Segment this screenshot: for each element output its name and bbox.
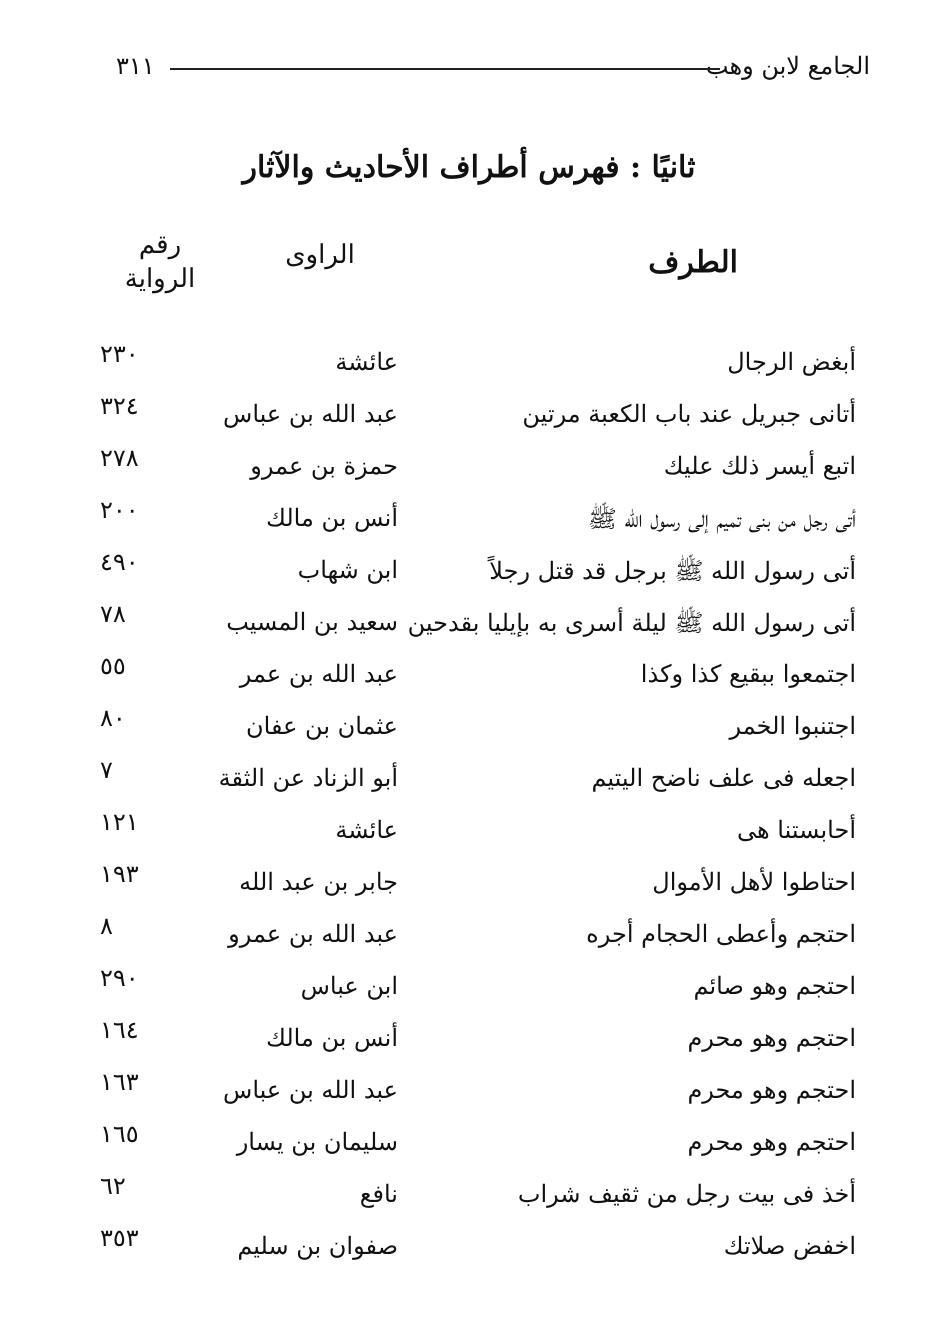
column-header-raqm-line2: الرواية — [124, 264, 196, 294]
rawi-cell: عبد الله بن عباس — [223, 1076, 398, 1104]
rawi-cell: صفوان بن سليم — [237, 1232, 398, 1260]
rawi-cell: عبد الله بن عمر — [239, 660, 398, 688]
tarf-cell: اجتنبوا الخمر — [729, 712, 856, 740]
column-header-rawi: الراوى — [285, 240, 355, 270]
table-row — [0, 1016, 938, 1068]
number-cell: ٨٠ — [100, 704, 126, 732]
rawi-cell: عائشة — [335, 348, 398, 376]
number-cell: ٣٢٤ — [100, 392, 139, 420]
tarf-cell: اجتمعوا ببقيع كذا وكذا — [640, 660, 856, 688]
table-row — [0, 340, 938, 392]
rawi-cell: جابر بن عبد الله — [239, 868, 398, 896]
table-row — [0, 600, 938, 652]
number-cell: ٦٢ — [100, 1172, 126, 1200]
number-cell: ٢٩٠ — [100, 964, 139, 992]
rawi-cell: عبد الله بن عباس — [223, 400, 398, 428]
tarf-cell: احتجم وهو محرم — [687, 1024, 856, 1052]
table-row — [0, 1120, 938, 1172]
number-cell: ٢٧٨ — [100, 444, 139, 472]
tarf-cell: احتجم وهو محرم — [687, 1128, 856, 1156]
column-header-tarf: الطرف — [648, 245, 738, 280]
table-row — [0, 860, 938, 912]
rawi-cell: أبو الزناد عن الثقة — [218, 764, 398, 792]
table-row — [0, 704, 938, 756]
tarf-cell: أتى رسول الله ﷺ برجل قد قتل رجلاً — [489, 557, 856, 585]
number-cell: ٢٣٠ — [100, 340, 139, 368]
number-cell: ٨ — [100, 912, 113, 940]
tarf-cell: اجعله فى علف ناضح اليتيم — [591, 764, 856, 792]
table-row — [0, 964, 938, 1016]
table-row — [0, 496, 938, 548]
table-row — [0, 808, 938, 860]
rawi-cell: عائشة — [335, 816, 398, 844]
number-cell: ٥٥ — [100, 652, 126, 680]
table-row — [0, 652, 938, 704]
tarf-cell: أحابستنا هى — [737, 816, 856, 844]
tarf-cell: احتجم وهو صائم — [693, 972, 856, 1000]
rawi-cell: سليمان بن يسار — [236, 1128, 398, 1156]
column-header-raqm-line1: رقم — [138, 230, 182, 260]
table-row — [0, 912, 938, 964]
number-cell: ١٦٥ — [100, 1120, 139, 1148]
tarf-cell: أخذ فى بيت رجل من ثقيف شراب — [517, 1180, 856, 1208]
number-cell: ١٢١ — [100, 808, 139, 836]
number-cell: ٧ — [100, 756, 113, 784]
header-rule — [170, 68, 720, 70]
rawi-cell: عبد الله بن عمرو — [228, 920, 398, 948]
rawi-cell: عثمان بن عفان — [246, 712, 398, 740]
rawi-cell: حمزة بن عمرو — [250, 452, 398, 480]
rawi-cell: أنس بن مالك — [266, 504, 398, 532]
table-row — [0, 444, 938, 496]
running-header — [100, 48, 870, 88]
rawi-cell: ابن عباس — [300, 972, 398, 1000]
column-header-raqm — [110, 228, 210, 296]
tarf-cell: أتى رجل من بنى تميم إلى رسول الله ﷺ — [587, 505, 856, 533]
table-row — [0, 1068, 938, 1120]
tarf-cell: احتجم وهو محرم — [687, 1076, 856, 1104]
table-row — [0, 1172, 938, 1224]
tarf-cell: اتبع أيسر ذلك عليك — [663, 452, 856, 480]
number-cell: ١٦٤ — [100, 1016, 139, 1044]
book-title: الجامع لابن وهب — [705, 52, 870, 80]
page-number: ٣١١ — [116, 52, 155, 80]
number-cell: ٤٩٠ — [100, 548, 139, 576]
tarf-cell: اخفض صلاتك — [723, 1232, 856, 1260]
number-cell: ١٦٣ — [100, 1068, 139, 1096]
tarf-cell: أتانى جبريل عند باب الكعبة مرتين — [522, 400, 856, 428]
rawi-cell: سعيد بن المسيب — [226, 608, 398, 636]
tarf-cell: احتاطوا لأهل الأموال — [652, 868, 856, 896]
rawi-cell: ابن شهاب — [297, 556, 398, 584]
table-row — [0, 548, 938, 600]
section-heading: ثانيًا : فهرس أطراف الأحاديث والآثار — [242, 150, 696, 185]
number-cell: ٣٥٣ — [100, 1224, 139, 1252]
tarf-cell: احتجم وأعطى الحجام أجره — [586, 920, 856, 948]
tarf-cell: أتى رسول الله ﷺ ليلة أسرى به بإيليا بقدحين — [407, 609, 856, 637]
tarf-cell: أبغض الرجال — [727, 348, 856, 376]
index-table — [0, 340, 938, 1276]
rawi-cell: أنس بن مالك — [266, 1024, 398, 1052]
table-row — [0, 1224, 938, 1276]
table-row — [0, 756, 938, 808]
table-row — [0, 392, 938, 444]
number-cell: ٧٨ — [100, 600, 126, 628]
number-cell: ١٩٣ — [100, 860, 139, 888]
number-cell: ٢٠٠ — [100, 496, 139, 524]
rawi-cell: نافع — [359, 1180, 398, 1208]
